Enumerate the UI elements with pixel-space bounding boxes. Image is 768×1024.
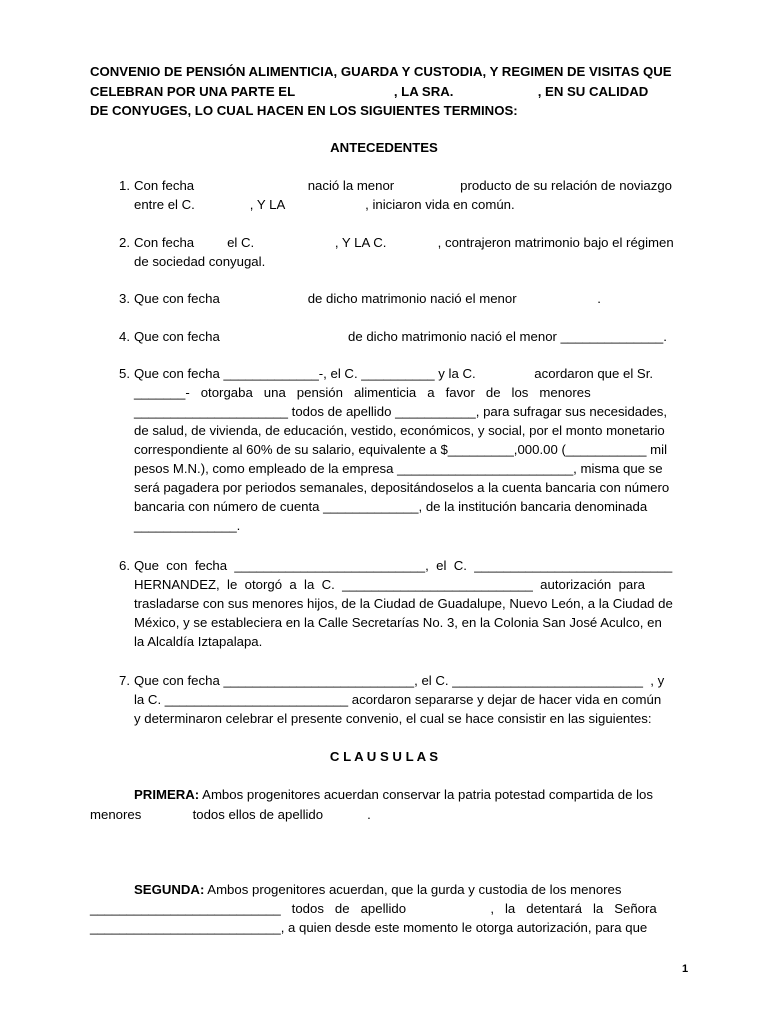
item-line: correspondiente al 60% de su salario, equivalente a $_________,000.00 (___________ mil	[134, 442, 668, 457]
clausula-line	[134, 785, 653, 804]
item-line: _______- otorgaba una pensión alimenticia a favor de los menores	[134, 385, 591, 400]
item-line: Con fecha nació la menor producto de su relación de noviazgo	[134, 178, 673, 193]
item-line: entre el C. , Y LA , iniciaron vida en común.	[134, 197, 515, 212]
clausula-line	[134, 880, 621, 899]
item-line: Que con fecha _____________-, el C. __________ y la C. acordaron que el Sr.	[134, 366, 654, 381]
item-line: Que con fecha de dicho matrimonio nació el menor ______________.	[134, 329, 667, 344]
item-line: _____________________ todos de apellido ___________, para sufragar sus necesidades,	[134, 404, 668, 419]
item-line: Que con fecha __________________________, el C. ___________________________	[134, 558, 673, 573]
heading-line-1: CONVENIO DE PENSIÓN ALIMENTICIA, GUARDA Y CUSTODIA, Y REGIMEN DE VISITAS QUE	[90, 64, 672, 79]
clausula-line: __________________________, a quien desde este momento le otorga autorización, para que	[90, 920, 648, 935]
item-number: 4.	[119, 329, 130, 344]
item-line: la Alcaldía Iztapalapa.	[134, 634, 263, 649]
item-line: trasladarse con sus menores hijos, de la Ciudad de Guadalupe, Nuevo León, a la Ciudad de	[134, 596, 673, 611]
clausula-text: Ambos progenitores acuerdan conservar la patria potestad compartida de los	[199, 787, 653, 802]
item-line: pesos M.N.), como empleado de la empresa ________________________, misma que se	[134, 461, 663, 476]
page-number: 1	[682, 963, 689, 975]
item-number: 6.	[119, 558, 130, 573]
antecedentes-title: ANTECEDENTES	[330, 140, 438, 155]
item-line: Que con fecha __________________________, el C. __________________________ , y	[134, 673, 665, 688]
item-line: Con fecha el C. , Y LA C. , contrajeron matrimonio bajo el régimen	[134, 235, 674, 250]
item-number: 5.	[119, 366, 130, 381]
item-line: ______________.	[134, 518, 241, 533]
item-line: y determinaron celebrar el presente convenio, el cual se hace consistir en las siguientes:	[134, 711, 652, 726]
item-line: México, y se estableciera en la Calle Secretarías No. 3, en la Colonia San José Aculco, en	[134, 615, 662, 630]
item-number: 3.	[119, 291, 130, 306]
item-line: de sociedad conyugal.	[134, 254, 266, 269]
item-line: de salud, de vivienda, de educación, vestido, económicos, y social, por el monto monetario	[134, 423, 665, 438]
clausula-text: Ambos progenitores acuerdan, que la gurda y custodia de los menores	[204, 882, 622, 897]
clausulas-title: C L A U S U L A S	[329, 749, 439, 764]
heading-line-2: CELEBRAN POR UNA PARTE EL , LA SRA. , EN SU CALIDAD	[90, 84, 649, 99]
item-number: 7.	[119, 673, 130, 688]
clausula-line: __________________________ todos de apellido , la detentará la Señora	[90, 901, 657, 916]
heading-line-3: DE CONYUGES, LO CUAL HACEN EN LOS SIGUIENTES TERMINOS:	[90, 103, 518, 118]
item-number: 2.	[119, 235, 130, 250]
item-line: será pagadera por periodos semanales, depositándoselos a la cuenta bancaria con número	[134, 480, 670, 495]
item-line: Que con fecha de dicho matrimonio nació el menor .	[134, 291, 601, 306]
clausula-label: SEGUNDA:	[134, 882, 205, 897]
item-line: HERNANDEZ, le otorgó a la C. __________________________ autorización para	[134, 577, 645, 592]
item-number: 1.	[119, 178, 130, 193]
item-line: la C. _________________________ acordaron separarse y dejar de hacer vida en común	[134, 692, 662, 707]
item-line: bancaria con número de cuenta _____________, de la institución bancaria denominada	[134, 499, 648, 514]
clausula-line: menores todos ellos de apellido .	[90, 807, 371, 822]
clausula-label: PRIMERA:	[134, 787, 200, 802]
